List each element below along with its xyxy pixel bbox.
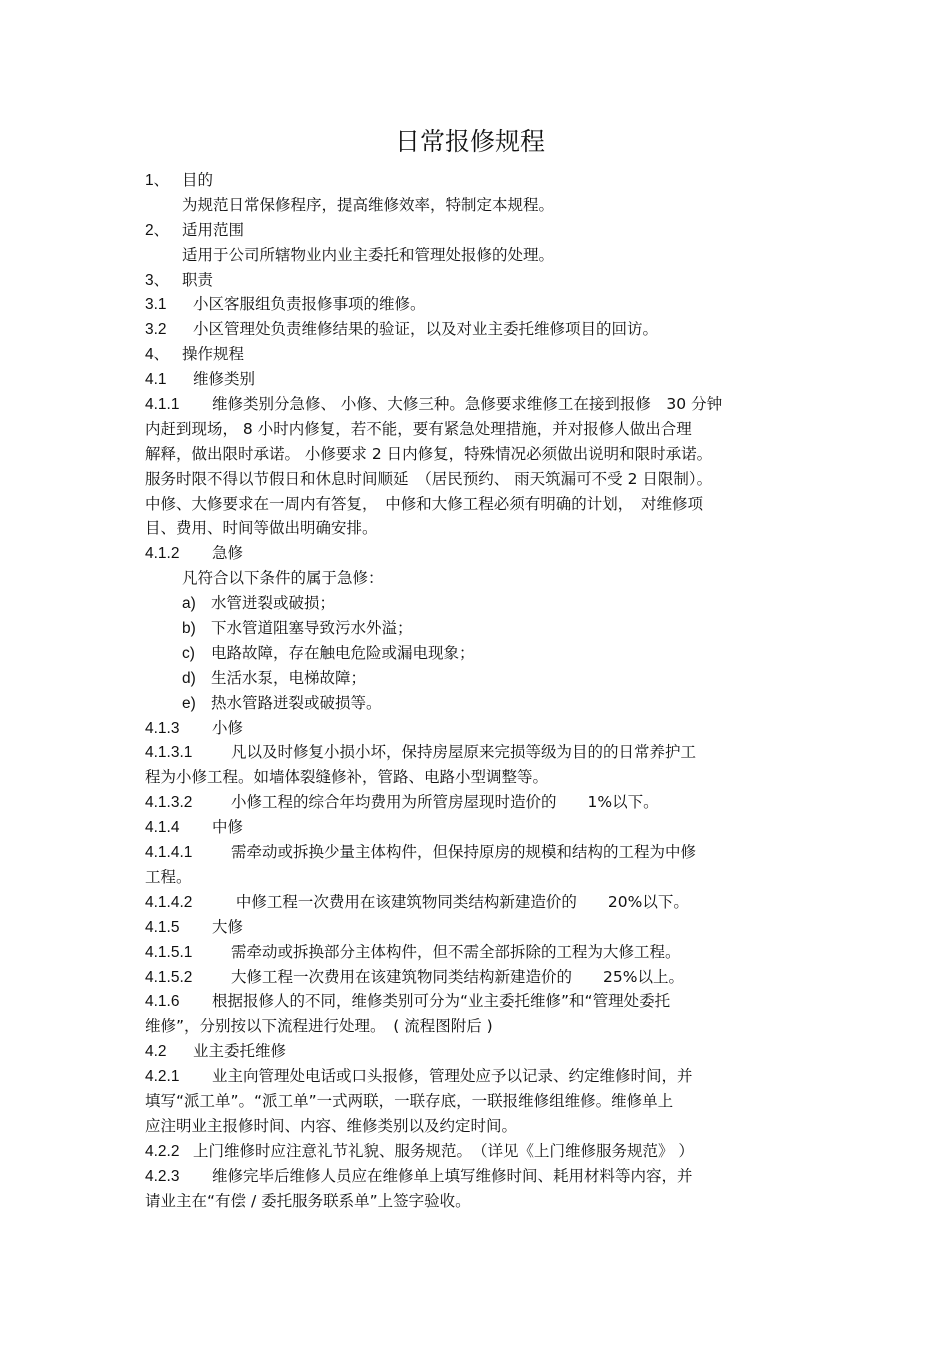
section-number: d)	[182, 669, 196, 687]
paragraph-line	[145, 442, 825, 467]
paragraph-line	[145, 765, 825, 790]
section-number: 4.1.4.1	[145, 844, 193, 862]
line-text: 小区管理处负责维修结果的验证，以及对业主委托维修项目的回访。	[193, 320, 659, 339]
section-number: 1、	[145, 172, 170, 189]
section-number: 2、	[145, 221, 170, 239]
paragraph-line	[145, 865, 825, 890]
section-number: 4、	[145, 346, 170, 364]
line-text: 程为小修工程。如墙体裂缝修补，管路、电路小型调整等。	[145, 768, 549, 787]
line-text: 服务时限不得以节假日和休息时间顺延 （居民预约、 雨天筑漏可不受 2 日限制）。	[145, 469, 713, 488]
paragraph-line	[145, 1014, 825, 1039]
paragraph-line	[145, 1189, 825, 1214]
section-number: 4.1.5.1	[145, 943, 193, 961]
paragraph-line	[145, 268, 825, 293]
section-number: 4.1.3.1	[145, 744, 193, 762]
section-number: 3.1	[145, 296, 167, 314]
line-text: 需牵动或拆换少量主体构件，但保持原房的规模和结构的工程为中修	[231, 843, 697, 862]
paragraph-line	[145, 417, 825, 442]
line-text: 职责	[182, 270, 214, 289]
paragraph-line	[145, 218, 825, 243]
paragraph-line	[145, 940, 825, 965]
line-text: 下水管道阻塞导致污水外溢；	[211, 619, 413, 638]
paragraph-line	[145, 989, 825, 1014]
line-text: 应注明业主报修时间、内容、维修类别以及约定时间。	[145, 1116, 518, 1135]
line-text: 填写“派工单”。“派工单”一式两联，一联存底，一联报维修组维修。维修单上	[145, 1091, 674, 1110]
line-text: 热水管路迸裂或破损等。	[211, 693, 382, 712]
line-text: 业主向管理处电话或口头报修，管理处应予以记录、约定维修时间，并	[212, 1067, 693, 1086]
section-number: 4.1.6	[145, 993, 180, 1011]
section-number: 4.1.3	[145, 719, 180, 737]
line-text: 为规范日常保修程序，提高维修效率，特制定本规程。	[182, 195, 555, 214]
line-text: 目、费用、时间等做出明确安排。	[145, 519, 378, 538]
line-text: 凡以及时修复小损小坏，保持房屋原来完损等级为目的的日常养护工	[231, 743, 697, 762]
paragraph-line	[145, 591, 825, 616]
paragraph-line	[145, 516, 825, 541]
line-text: 中修	[212, 818, 244, 837]
line-text: 维修类别分急修、 小修、大修三种。急修要求维修工在接到报修 30 分钟	[212, 395, 723, 414]
section-number: 4.1.4.2	[145, 893, 193, 911]
line-text: 维修类别	[193, 370, 256, 389]
section-number: 4.1.2	[145, 545, 180, 563]
line-text: 中修工程一次费用在该建筑物同类结构新建造价的 20%以下。	[231, 892, 689, 911]
paragraph-line	[145, 367, 825, 392]
line-text: 生活水泵，电梯故障；	[211, 668, 367, 687]
line-text: 内赶到现场， 8 小时内修复，若不能，要有紧急处理措施，并对报修人做出合理	[145, 419, 692, 438]
section-number: 4.2.1	[145, 1068, 180, 1086]
line-text: 请业主在“有偿 / 委托服务联系单”上签字验收。	[145, 1191, 471, 1210]
paragraph-line	[145, 641, 825, 666]
section-number: 4.1.5.2	[145, 968, 193, 986]
line-text: 小区客服组负责报修事项的维修。	[193, 295, 426, 314]
section-number: 4.1.3.2	[145, 794, 193, 812]
section-number: 4.2	[145, 1043, 167, 1061]
paragraph-line	[145, 1039, 825, 1064]
paragraph-line	[145, 1089, 825, 1114]
line-text: 业主委托维修	[193, 1042, 287, 1061]
paragraph-line	[145, 1114, 825, 1139]
section-number: 4.2.3	[145, 1167, 180, 1185]
paragraph-line	[145, 392, 825, 417]
line-text: 凡符合以下条件的属于急修：	[182, 569, 384, 588]
paragraph-line	[145, 1139, 825, 1164]
line-text: 大修工程一次费用在该建筑物同类结构新建造价的 25%以上。	[231, 967, 684, 986]
line-text: 小修	[212, 718, 244, 737]
paragraph-line	[145, 292, 825, 317]
section-number: b)	[182, 620, 196, 638]
section-number: c)	[182, 644, 195, 662]
line-text: 中修、大修要求在一周内有答复， 中修和大修工程必须有明确的计划， 对维修项	[145, 494, 704, 513]
paragraph-line	[145, 965, 825, 990]
section-number: e)	[182, 694, 196, 712]
paragraph-line	[145, 915, 825, 940]
paragraph-line	[145, 815, 825, 840]
paragraph-line	[145, 467, 825, 492]
document-body	[145, 168, 825, 1213]
paragraph-line	[145, 666, 825, 691]
paragraph-line	[145, 740, 825, 765]
line-text: 解释，做出限时承诺。 小修要求 2 日内修复，特殊情况必须做出说明和限时承诺。	[145, 444, 713, 463]
line-text: 上门维修时应注意礼节礼貌、服务规范。 （详见《上门维修服务规范》 ）	[193, 1141, 694, 1160]
line-text: 电路故障，存在触电危险或漏电现象；	[211, 643, 475, 662]
paragraph-line	[145, 566, 825, 591]
paragraph-line	[145, 1164, 825, 1189]
line-text: 目的	[182, 171, 214, 189]
document-title: 日常报修规程	[394, 127, 545, 156]
paragraph-line	[145, 317, 825, 342]
line-text: 工程。	[145, 867, 192, 886]
line-text: 维修”，分别按以下流程进行处理。 ( 流程图附后 )	[145, 1017, 493, 1036]
line-text: 需牵动或拆换部分主体构件，但不需全部拆除的工程为大修工程。	[231, 942, 681, 961]
section-number: 4.1	[145, 371, 167, 389]
paragraph-line	[145, 616, 825, 641]
line-text: 水管迸裂或破损；	[211, 594, 336, 613]
section-number: 3.2	[145, 321, 167, 339]
section-number: 3、	[145, 271, 170, 289]
section-number: 4.2.2	[145, 1142, 180, 1160]
line-text: 根据报修人的不同，维修类别可分为“业主委托维修”和“管理处委托	[212, 992, 671, 1011]
line-text: 维修完毕后维修人员应在维修单上填写维修时间、耗用材料等内容，并	[212, 1166, 693, 1185]
line-text: 小修工程的综合年均费用为所管房屋现时造价的 1%以下。	[231, 793, 659, 812]
paragraph-line	[145, 342, 825, 367]
section-number: 4.1.1	[145, 396, 180, 414]
paragraph-line	[145, 840, 825, 865]
paragraph-line	[145, 193, 825, 218]
paragraph-line	[145, 716, 825, 741]
paragraph-line	[145, 541, 825, 566]
paragraph-line	[145, 1064, 825, 1089]
line-text: 操作规程	[182, 345, 245, 364]
paragraph-line	[145, 168, 825, 193]
line-text: 急修	[212, 544, 244, 563]
paragraph-line	[145, 790, 825, 815]
section-number: a)	[182, 595, 196, 613]
line-text: 适用于公司所辖物业内业主委托和管理处报修的处理。	[182, 245, 555, 264]
paragraph-line	[145, 243, 825, 268]
section-number: 4.1.5	[145, 918, 180, 936]
paragraph-line	[145, 691, 825, 716]
paragraph-line	[145, 492, 825, 517]
line-text: 适用范围	[182, 220, 245, 239]
line-text: 大修	[212, 917, 244, 936]
paragraph-line	[145, 890, 825, 915]
section-number: 4.1.4	[145, 819, 180, 837]
